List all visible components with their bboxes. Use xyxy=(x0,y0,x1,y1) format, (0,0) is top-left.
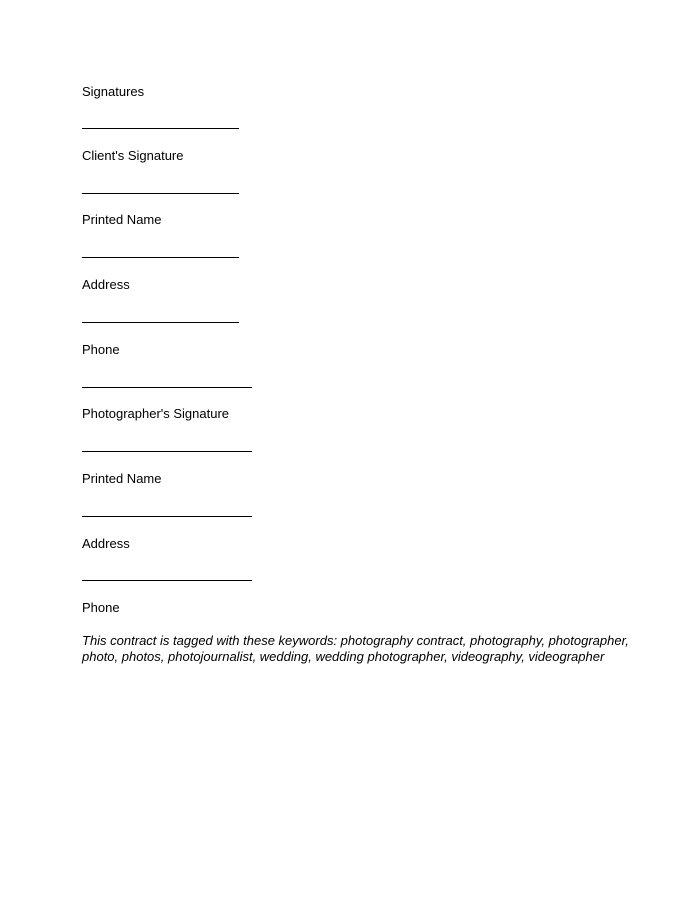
client-address-line xyxy=(82,257,239,258)
client-signature-label: Client's Signature xyxy=(82,148,184,163)
photographer-phone-line xyxy=(82,580,252,581)
photographer-address-line xyxy=(82,516,252,517)
client-phone-label: Phone xyxy=(82,342,120,357)
photographer-phone-label: Phone xyxy=(82,600,120,615)
client-printed-name-label: Printed Name xyxy=(82,212,162,227)
photographer-signature-line xyxy=(82,387,252,388)
client-signature-line xyxy=(82,128,239,129)
client-address-label: Address xyxy=(82,277,130,292)
photographer-address-label: Address xyxy=(82,536,130,551)
keywords-note: This contract is tagged with these keywords: photography contract, photography, photographer, photo, photos, photojournalist, wedding, wedding photographer, videography, videographer xyxy=(82,633,629,664)
photographer-printed-name-label: Printed Name xyxy=(82,471,162,486)
photographer-printed-name-line xyxy=(82,451,252,452)
photographer-signature-label: Photographer's Signature xyxy=(82,406,230,421)
client-printed-name-line xyxy=(82,193,239,194)
signatures-heading: Signatures xyxy=(82,84,145,99)
client-phone-line xyxy=(82,322,239,323)
